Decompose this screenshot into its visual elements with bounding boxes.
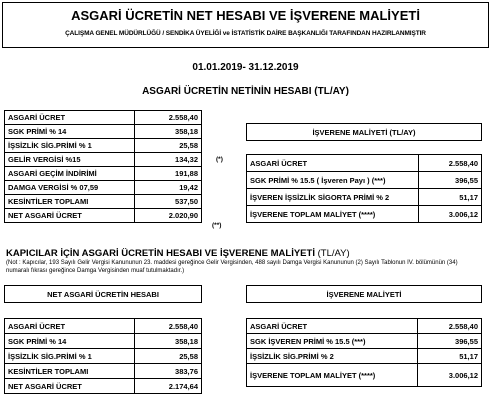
row-label: İŞSİZLİK SİG.PRİMİ % 1 [5,349,135,364]
doorkeeper-section-title [6,248,350,259]
doorkeeper-employer-title: İŞVERENE MALİYETİ [246,285,482,303]
table-row [5,153,202,167]
row-value: 3.006,12 [418,364,482,387]
row-value: 25,58 [135,349,202,364]
table-row [5,111,202,125]
row-label: KESİNTİLER TOPLAMI [5,195,135,209]
footnote-mark-net-wage: (**) [212,222,222,229]
row-value: 3.006,12 [418,206,481,223]
row-label: NET ASGARİ ÜCRET [5,379,135,394]
row-value: 191,88 [135,167,202,181]
table-row [247,364,482,387]
row-value: 2.558,40 [418,319,482,334]
doorkeeper-note: (Not : Kapıcılar, 193 Sayılı Gelir Vergisi Kanununun 23. maddesi gereğince Gelir Vergisinden, 488 sayılı Damga Vergisi Kanununun (2) Sayılı Tablonun IV. bölümünün (34) numaralı fıkrası gereğince Damga Vergisinden muaf tutulmaktadır.) [6,260,458,274]
row-value: 396,55 [418,172,481,189]
document-subtitle: ÇALIŞMA GENEL MÜDÜRLÜĞÜ / SENDİKA ÜYELİĞİ ve İSTATİSTİK DAİRE BAŞKANLIĞI TARAFINDAN HAZIRLANMIŞTIR [65,30,426,37]
row-label: DAMGA VERGİSİ % 07,59 [5,181,135,195]
row-label: GELİR VERGİSİ %15 [5,153,135,167]
net-wage-table [4,110,202,223]
row-label: ASGARİ ÜCRET [5,111,135,125]
table-row [247,319,482,334]
doorkeeper-net-title: NET ASGARİ ÜCRETİN HESABI [4,285,202,303]
employer-cost-table [246,154,482,223]
doorkeeper-net-table [4,318,202,394]
row-value: 396,55 [418,334,482,349]
table-row [5,167,202,181]
table-row [5,195,202,209]
row-label: SGK İŞVEREN PRİMİ % 15.5 (***) [247,334,418,349]
row-label: ASGARİ GEÇİM İNDİRİMİ [5,167,135,181]
row-value: 2.020,90 [135,209,202,223]
table-row [5,379,202,394]
row-value: 25,58 [135,139,202,153]
table-row [5,349,202,364]
table-row [5,209,202,223]
table-row [5,334,202,349]
table-row [5,181,202,195]
row-label: SGK PRİMİ % 14 [5,125,135,139]
table-row [5,125,202,139]
row-value: 51,17 [418,349,482,364]
period-range: 01.01.2019- 31.12.2019 [192,62,299,73]
table-row [5,364,202,379]
document-header [2,2,489,48]
table-row [247,349,482,364]
table-row [5,139,202,153]
row-label: İŞVERENE TOPLAM MALİYET (****) [247,206,419,223]
row-value: 2.558,40 [135,319,202,334]
row-value: 2.558,40 [135,111,202,125]
row-label: İŞVERENE TOPLAM MALİYET (****) [247,364,418,387]
row-value: 134,32 [135,153,202,167]
row-value: 19,42 [135,181,202,195]
table-row [5,319,202,334]
table-row [247,334,482,349]
table-row [247,172,482,189]
row-value: 2.174,64 [135,379,202,394]
row-value: 2.558,40 [418,155,481,172]
footnote-mark-income-tax: (*) [216,156,223,163]
row-value: 358,18 [135,334,202,349]
row-label: İŞVEREN İŞSİZLİK SİGORTA PRİMİ % 2 [247,189,419,206]
row-label: ASGARİ ÜCRET [247,319,418,334]
row-label: NET ASGARİ ÜCRET [5,209,135,223]
row-label: SGK PRİMİ % 15.5 ( İşveren Payı ) (***) [247,172,419,189]
table-row [247,155,482,172]
row-value: 537,50 [135,195,202,209]
doorkeeper-title-main: KAPICILAR İÇİN ASGARİ ÜCRETİN HESABI VE İŞVERENE MALİYETİ [6,248,315,259]
row-value: 358,18 [135,125,202,139]
doorkeeper-employer-table [246,318,482,387]
table-row [247,189,482,206]
table-row [247,206,482,223]
document-title: ASGARİ ÜCRETİN NET HESABI VE İŞVERENE MALİYETİ [71,8,420,23]
row-label: İŞSİZLİK SİG.PRİMİ % 2 [247,349,418,364]
row-label: KESİNTİLER TOPLAMI [5,364,135,379]
row-label: SGK PRİMİ % 14 [5,334,135,349]
net-section-title: ASGARİ ÜCRETİN NETİNİN HESABI (TL/AY) [142,86,349,97]
employer-cost-title: İŞVERENE MALİYETİ (TL/AY) [246,123,482,141]
doorkeeper-title-unit: (TL/AY) [314,248,350,259]
row-label: ASGARİ ÜCRET [5,319,135,334]
row-label: ASGARİ ÜCRET [247,155,419,172]
row-value: 51,17 [418,189,481,206]
row-value: 383,76 [135,364,202,379]
row-label: İŞSİZLİK SİG.PRİMİ % 1 [5,139,135,153]
